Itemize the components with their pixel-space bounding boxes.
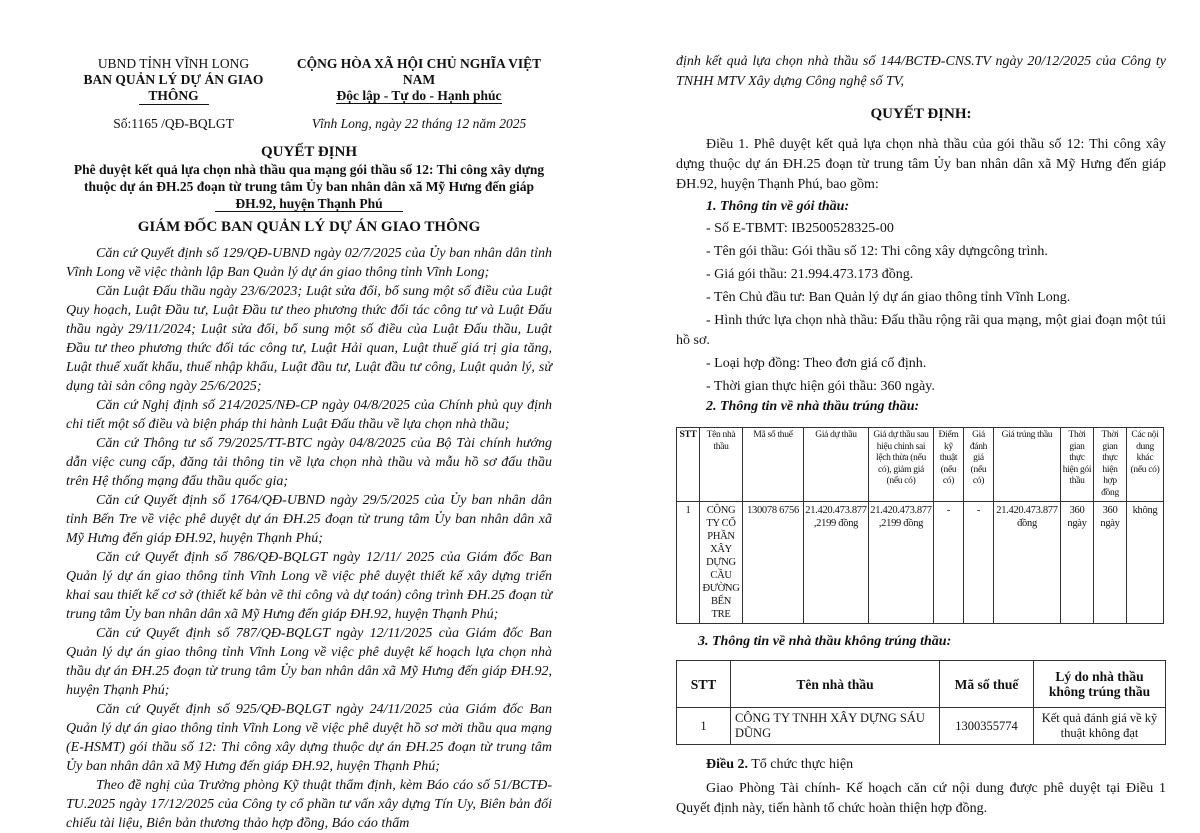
paragraph: Căn cứ Quyết định số 1764/QĐ-UBND ngày 29/5/2025 của Ủy ban nhân dân tỉnh Bến Tre về việc phê duyệt dự án ĐH.25 đoạn từ trung tâm Ủy ban nhân dân xã Mỹ Hưng đến giáp ĐH.92, huyện Thạnh Phú; — [66, 493, 552, 546]
info-item: - Giá gói thầu: 21.994.473.173 đồng. — [706, 267, 914, 282]
article-2-text: Giao Phòng Tài chính- Kế hoạch căn cứ nội dung được phê duyệt tại Điều 1 Quyết định này, tiến hành tổ chức hoàn thiện hợp đồng. — [676, 781, 1166, 816]
section-heading: 1. Thông tin về gói thầu: — [706, 199, 850, 214]
issuer-parent: UBND TỈNH VĨNH LONG — [97, 56, 250, 71]
table-header-row: STT Tên nhà thầu Mã số thuế Giá dự thầu Giá dự thầu sau hiệu chỉnh sai lệch thừa (nếu có), giảm giá (nếu có) Điểm kỹ thuật (nếu có) Giá đánh giá (nếu có) Giá trúng thầu Thời gian thực hiện gói thầu Thời gian thực hiện hợp đồng Các nội dung khác (nếu có) — [677, 428, 1164, 502]
left-page — [66, 0, 552, 833]
paragraph: Căn cứ Quyết định số 129/QĐ-UBND ngày 02/7/2025 của Ủy ban nhân dân tỉnh Vĩnh Long về việc thành lập Ban Quản lý dự án giao thông tỉnh Vĩnh Long; — [66, 246, 552, 280]
article-2-title: Tổ chức thực hiện — [748, 757, 854, 772]
number-date-row — [66, 115, 552, 132]
preamble — [66, 244, 552, 833]
article-2 — [676, 755, 1166, 819]
info-item: - Tên Chủ đầu tư: Ban Quản lý dự án giao thông tỉnh Vĩnh Long. — [706, 290, 1071, 305]
info-item: - Số E-TBMT: IB2500528325-00 — [706, 221, 894, 236]
paragraph: Căn cứ Quyết định số 787/QĐ-BQLGT ngày 12/11/2025 của Giám đốc Ban Quản lý dự án giao thông tỉnh Vĩnh Long về việc phê duyệt kế hoạch lựa chọn nhà thầu dự án ĐH.25 đoạn từ trung tâm Ủy ban nhân dân xã Mỹ Hưng đến giáp ĐH.92, huyện Thạnh Phú; — [66, 626, 552, 698]
issuer-name: BAN QUẢN LÝ DỰ ÁN GIAO THÔNG — [83, 72, 264, 103]
losing-bidder-table — [676, 660, 1166, 745]
paragraph: Căn cứ Quyết định số 786/QĐ-BQLGT ngày 12/11/ 2025 của Giám đốc Ban Quản lý dự án giao thông tỉnh Vĩnh Long về việc phê duyệt thiết kế xây dựng triển khai sau thiết kế cơ sở (thiết kế bản vẽ thi công và dự toán) công trình ĐH.25 đoạn từ trung tâm Ủy ban nhân dân xã Mỹ Hưng đến giáp ĐH.92, huyện Thạnh Phú; — [66, 550, 552, 622]
issuer-block — [66, 56, 281, 105]
document-date: Vĩnh Long, ngày 22 tháng 12 năm 2025 — [311, 116, 527, 131]
article-2-label: Điều 2. — [706, 757, 748, 772]
paragraph: Căn cứ Thông tư số 79/2025/TT-BTC ngày 04/8/2025 của Bộ Tài chính hướng dẫn việc cung cấp, đăng tải thông tin về lựa chọn nhà thầu và mẫu hồ sơ đấu thầu trên Hệ thống mạng đấu thầu quốc gia; — [66, 436, 552, 489]
section-heading: 2. Thông tin về nhà thầu trúng thầu: — [706, 399, 920, 414]
continuation: định kết quả lựa chọn nhà thầu số 144/BCTĐ-CNS.TV ngày 20/12/2025 của Công ty TNHH MTV Xây dựng Công nghệ số TV, — [676, 54, 1166, 89]
header-row — [66, 56, 552, 105]
document-number: Số:1165 /QĐ-BQLGT — [113, 116, 234, 131]
paragraph: Căn cứ Quyết định số 925/QĐ-BQLGT ngày 24/11/2025 của Giám đốc Ban Quản lý dự án giao thông tỉnh Vĩnh Long về việc phê duyệt hồ sơ mời thầu qua mạng (E-HSMT) gói thầu số 12: Thi công xây dựng thuộc dự án ĐH.25 đoạn từ trung tâm Ủy ban nhân dân xã Mỹ Hưng đến giáp ĐH.92, huyện Thạnh Phú; — [66, 702, 552, 774]
table-row: 1 CÔNG TY CỔ PHẦN XÂY DỰNG CẦU ĐƯỜNG BẾN TRE 130078 6756 21.420.473.877 ,2199 đồng 21.420.473.877 ,2199 đồng - - 21.420.473.877 đồng 360 ngày 360 ngày không — [677, 502, 1164, 624]
info-item: - Thời gian thực hiện gói thầu: 360 ngày. — [706, 379, 935, 394]
paragraph: Theo đề nghị của Trưởng phòng Kỹ thuật thẩm định, kèm Báo cáo số 51/BCTĐ-TU.2025 ngày 17/12/2025 của Công ty cổ phần tư vấn xây dựng Tín Uy, Biên bản đối chiếu tài liệu, Biên bản thương thảo hợp đồng, Báo cáo thẩm — [66, 778, 552, 831]
section-heading: 3. Thông tin về nhà thầu không trúng thầu: — [698, 634, 952, 649]
table-row: 1 CÔNG TY TNHH XÂY DỰNG SÁU DŨNG 1300355774 Kết quả đánh giá về kỹ thuật không đạt — [677, 708, 1166, 745]
nation-block — [286, 56, 552, 105]
motto: Độc lập - Tự do - Hạnh phúc — [336, 88, 502, 103]
nation-title: CỘNG HÒA XÃ HỘI CHỦ NGHĨA VIỆT NAM — [296, 56, 542, 87]
table-header-row: STT Tên nhà thầu Mã số thuế Lý do nhà thầu không trúng thầu — [677, 661, 1166, 708]
info-item: - Hình thức lựa chọn nhà thầu: Đấu thầu rộng rãi qua mạng, một giai đoạn một túi hồ sơ. — [676, 313, 1166, 348]
paragraph: Căn Luật Đấu thầu ngày 23/6/2023; Luật sửa đổi, bổ sung một số điều của Luật Quy hoạch, Luật Đầu tư, Luật Đầu tư theo phương thức đối tác công tư và Luật Đấu thầu ngày 29/11/2024; Luật sửa đổi, bổ sung một số điều của Luật Đấu thầu, Luật Đầu tư theo phương thức đối tác công tư, Luật Hải quan, Luật thuế giá trị gia tăng, Luật thuế xuất khẩu, thuế nhập khẩu, Luật đầu tư, Luật đầu tư công, Luật quản lý, sử dụng tài sản công ngày 25/6/2025; — [66, 284, 552, 394]
paragraph: Căn cứ Nghị định số 214/2025/NĐ-CP ngày 04/8/2025 của Chính phủ quy định chi tiết một số điều và biện pháp thi hành Luật Đấu thầu về lựa chọn nhà thầu; — [66, 398, 552, 432]
info-item: - Loại hợp đồng: Theo đơn giá cố định. — [706, 356, 927, 371]
authority: GIÁM ĐỐC BAN QUẢN LÝ DỰ ÁN GIAO THÔNG — [137, 219, 481, 235]
decision-heading: QUYẾT ĐỊNH: — [870, 106, 972, 122]
document-subtitle: Phê duyệt kết quả lựa chọn nhà thầu qua mạng gói thầu số 12: Thi công xây dựng thuộc dự án ĐH.25 đoạn từ trung tâm Ủy ban nhân dân xã Mỹ Hưng đến giáp — [73, 162, 545, 194]
article-1: Điều 1. Phê duyệt kết quả lựa chọn nhà thầu của gói thầu số 12: Thi công xây dựng thuộc dự án ĐH.25 đoạn từ trung tâm Ủy ban nhân dân xã Mỹ Hưng đến giáp ĐH.92, huyện Thạnh Phú, bao gồm: 1. Thông tin về gói thầu: - Số E-TBMT: IB2500528325-00 - Tên gói thầu: Gói thầu số 12: Thi công xây dựngcông trình. - Giá gói thầu: 21.994.473.173 đồng. - Tên Chủ đầu tư: Ban Quản lý dự án giao thông tỉnh Vĩnh Long. - Hình thức lựa chọn nhà thầu: Đấu thầu rộng rãi qua mạng, một giai đoạn một túi hồ sơ. - Loại hợp đồng: Theo đơn giá cố định. - Thời gian thực hiện gói thầu: 360 ngày. 2. Thông tin về nhà thầu trúng thầu: — [676, 135, 1166, 417]
document-title: QUYẾT ĐỊNH Phê duyệt kết quả lựa chọn nhà thầu qua mạng gói thầu số 12: Thi công xây dựng thuộc dự án ĐH.25 đoạn từ trung tâm Ủy ban nhân dân xã Mỹ Hưng đến giáp ĐH.92, huyện Thạnh Phú — [66, 144, 552, 212]
info-item: - Tên gói thầu: Gói thầu số 12: Thi công xây dựngcông trình. — [706, 244, 1048, 259]
divider — [139, 104, 209, 105]
winning-bidder-table — [676, 427, 1164, 624]
right-page — [676, 0, 1166, 819]
